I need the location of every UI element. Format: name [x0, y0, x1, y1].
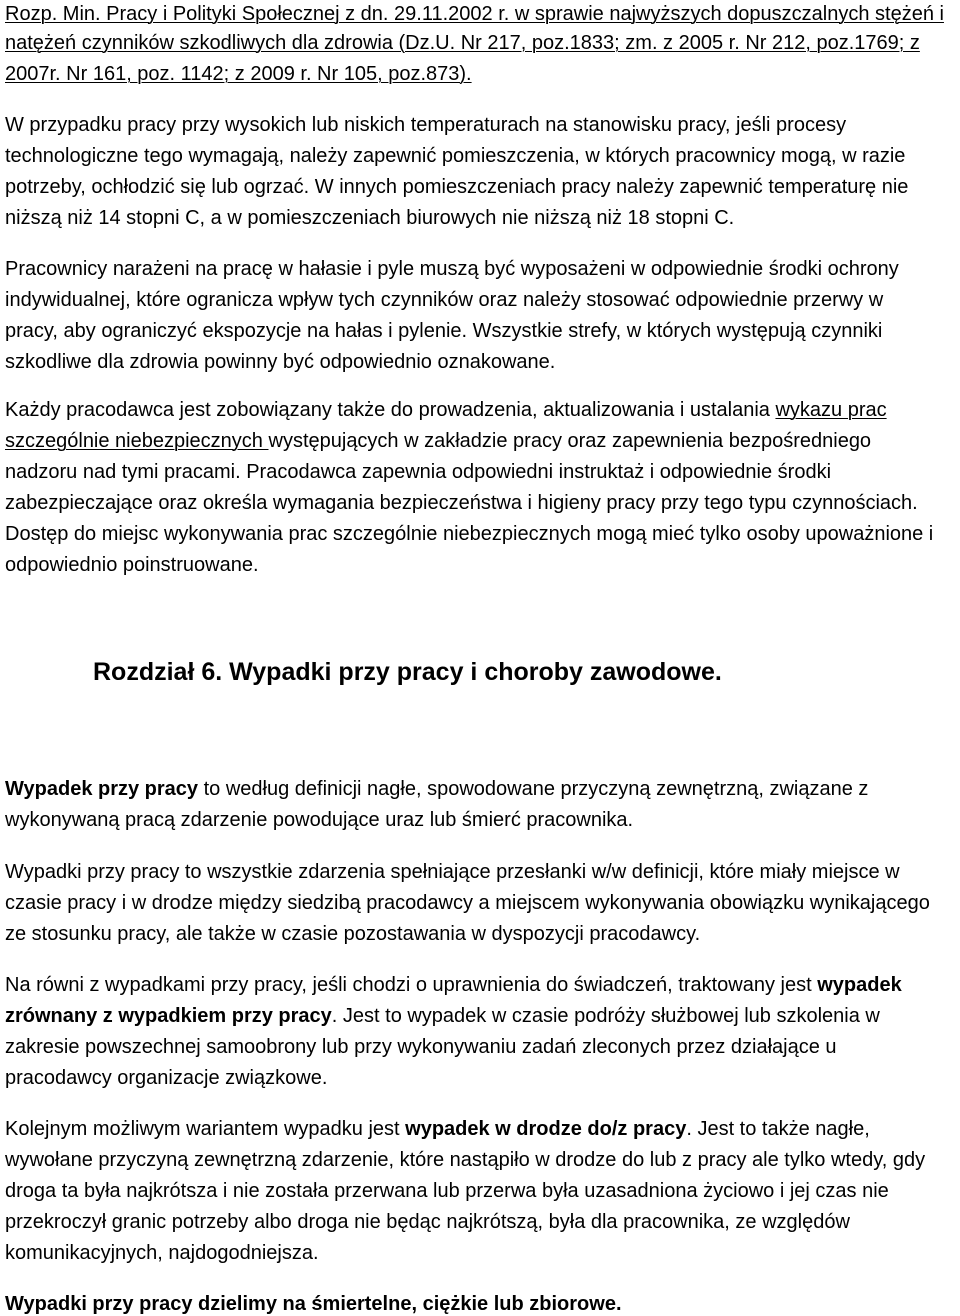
- chapter-heading: Rozdział 6. Wypadki przy pracy i choroby zawodowe.: [93, 658, 722, 686]
- line-text: . Jest to wypadek w czasie podróży służbowej lub szkolenia w: [331, 1005, 880, 1027]
- hazardous-work-list-link[interactable]: szczególnie niebezpiecznych: [5, 430, 269, 452]
- paragraph-line: odpowiednio poinstruowane.: [5, 554, 259, 576]
- legal-reference-link[interactable]: natężeń czynników szkodliwych dla zdrowia (Dz.U. Nr 217, poz.1833; zm. z 2005 r. Nr 212, poz.1769; z: [5, 32, 920, 54]
- paragraph-commuting-accident: [5, 1114, 925, 1269]
- reference-line: [5, 28, 944, 59]
- paragraph-line: przekroczył granic potrzeby albo droga nie będąc najkrótszą, była dla pracownika, ze względów: [5, 1211, 850, 1233]
- line-text: Na równi z wypadkami przy pracy, jeśli chodzi o uprawnienia do świadczeń, traktowany jest: [5, 974, 818, 996]
- line-text: Każdy pracodawca jest zobowiązany także do prowadzenia, aktualizowania i ustalania: [5, 399, 776, 421]
- paragraph-workplace-temperature: [5, 110, 908, 234]
- paragraph-line: ze stosunku pracy, ale także w czasie pozostawania w dyspozycji pracodawcy.: [5, 923, 701, 945]
- reference-line: [5, 59, 944, 90]
- line-text: Kolejnym możliwym wariantem wypadku jest: [5, 1118, 406, 1140]
- reference-line: [5, 0, 944, 28]
- paragraph-line: [5, 426, 933, 457]
- bold-term-commuting-accident: wypadek w drodze do/z pracy: [405, 1118, 687, 1140]
- paragraph-line: indywidualnej, które ogranicza wpływ tych czynników oraz należy stosować odpowiednie przerwy w: [5, 289, 884, 311]
- line-text: to według definicji nagłe, spowodowane przyczyną zewnętrzną, związane z: [198, 778, 869, 800]
- paragraph-line: Pracownicy narażeni na pracę w hałasie i pyle muszą być wyposażeni w odpowiednie środki ochrony: [5, 258, 899, 280]
- paragraph-line: niższą niż 14 stopni C, a w pomieszczeniach biurowych nie niższą niż 18 stopni C.: [5, 207, 735, 229]
- paragraph-line: [5, 774, 868, 805]
- legal-reference-link[interactable]: Rozp. Min. Pracy i Polityki Społecznej z dn. 29.11.2002 r. w sprawie najwyższych dopuszczalnych stężeń i: [5, 3, 944, 25]
- legal-reference-link[interactable]: 2007r. Nr 161, poz. 1142; z 2009 r. Nr 105, poz.873).: [5, 63, 472, 85]
- paragraph-line: szkodliwe dla zdrowia powinny być odpowiednio oznakowane.: [5, 351, 556, 373]
- paragraph-accident-scope: [5, 857, 930, 950]
- paragraph-line: pracy, aby ograniczyć ekspozycje na hałas i pylenie. Wszystkie strefy, w których występują czynniki: [5, 320, 883, 342]
- paragraph-equivalent-accident: [5, 970, 902, 1094]
- paragraph-line: [5, 1001, 902, 1032]
- paragraph-dangerous-work: [5, 395, 933, 581]
- paragraph-line: Wypadki przy pracy to wszystkie zdarzenia spełniające przesłanki w/w definicji, które miały miejsce w: [5, 861, 900, 883]
- paragraph-line: wywołane przyczyną zewnętrzną zdarzenie, które nastąpiło w drodze do lub z pracy ale tylko wtedy, gdy: [5, 1149, 926, 1171]
- legal-reference: [5, 0, 944, 90]
- hazardous-work-list-link[interactable]: wykazu prac: [775, 399, 887, 421]
- paragraph-line: W przypadku pracy przy wysokich lub niskich temperaturach na stanowisku pracy, jeśli procesy: [5, 114, 847, 136]
- bold-term-equivalent-accident: zrównany z wypadkiem przy pracy: [5, 1005, 332, 1027]
- paragraph-line: Dostęp do miejsc wykonywania prac szczególnie niebezpiecznych mogą mieć tylko osoby upoważnione i: [5, 523, 934, 545]
- paragraph-line: potrzeby, ochłodzić się lub ogrzać. W innych pomieszczeniach pracy należy zapewnić temperaturę nie: [5, 176, 909, 198]
- bold-term-equivalent-accident: wypadek: [817, 974, 902, 996]
- paragraph-line: pracodawcy organizacje związkowe.: [5, 1067, 328, 1089]
- paragraph-line: [5, 970, 902, 1001]
- line-text: . Jest to także nagłe,: [686, 1118, 870, 1140]
- paragraph-noise-dust: [5, 254, 899, 378]
- closing-statement: Wypadki przy pracy dzielimy na śmiertelne, ciężkie lub zbiorowe.: [5, 1293, 622, 1315]
- paragraph-accident-definition: [5, 774, 868, 836]
- paragraph-line: [5, 1114, 925, 1145]
- paragraph-line: komunikacyjnych, najdogodniejsza.: [5, 1242, 319, 1264]
- line-text: występujących w zakładzie pracy oraz zapewnienia bezpośredniego: [268, 430, 872, 452]
- paragraph-line: czasie pracy i w drodze między siedzibą pracodawcy a miejscem wykonywania obowiązku wynikającego: [5, 892, 930, 914]
- paragraph-line: wykonywaną pracą zdarzenie powodujące uraz lub śmierć pracownika.: [5, 809, 634, 831]
- paragraph-line: zakresie powszechnej samoobrony lub przy wykonywaniu zadań zleconych przez działające u: [5, 1036, 837, 1058]
- paragraph-line: nadzoru nad tymi pracami. Pracodawca zapewnia odpowiedni instruktaż i odpowiednie środki: [5, 461, 832, 483]
- paragraph-line: zabezpieczające oraz określa wymagania bezpieczeństwa i higieny pracy przy tego typu czynnościach.: [5, 492, 918, 514]
- bold-term-work-accident: Wypadek przy pracy: [5, 778, 199, 800]
- paragraph-line: technologiczne tego wymagają, należy zapewnić pomieszczenia, w których pracownicy mogą, w razie: [5, 145, 906, 167]
- paragraph-line: [5, 395, 933, 426]
- paragraph-line: droga ta była najkrótsza i nie została przerwana lub przerwa była uzasadniona życiowo i jej czas nie: [5, 1180, 889, 1202]
